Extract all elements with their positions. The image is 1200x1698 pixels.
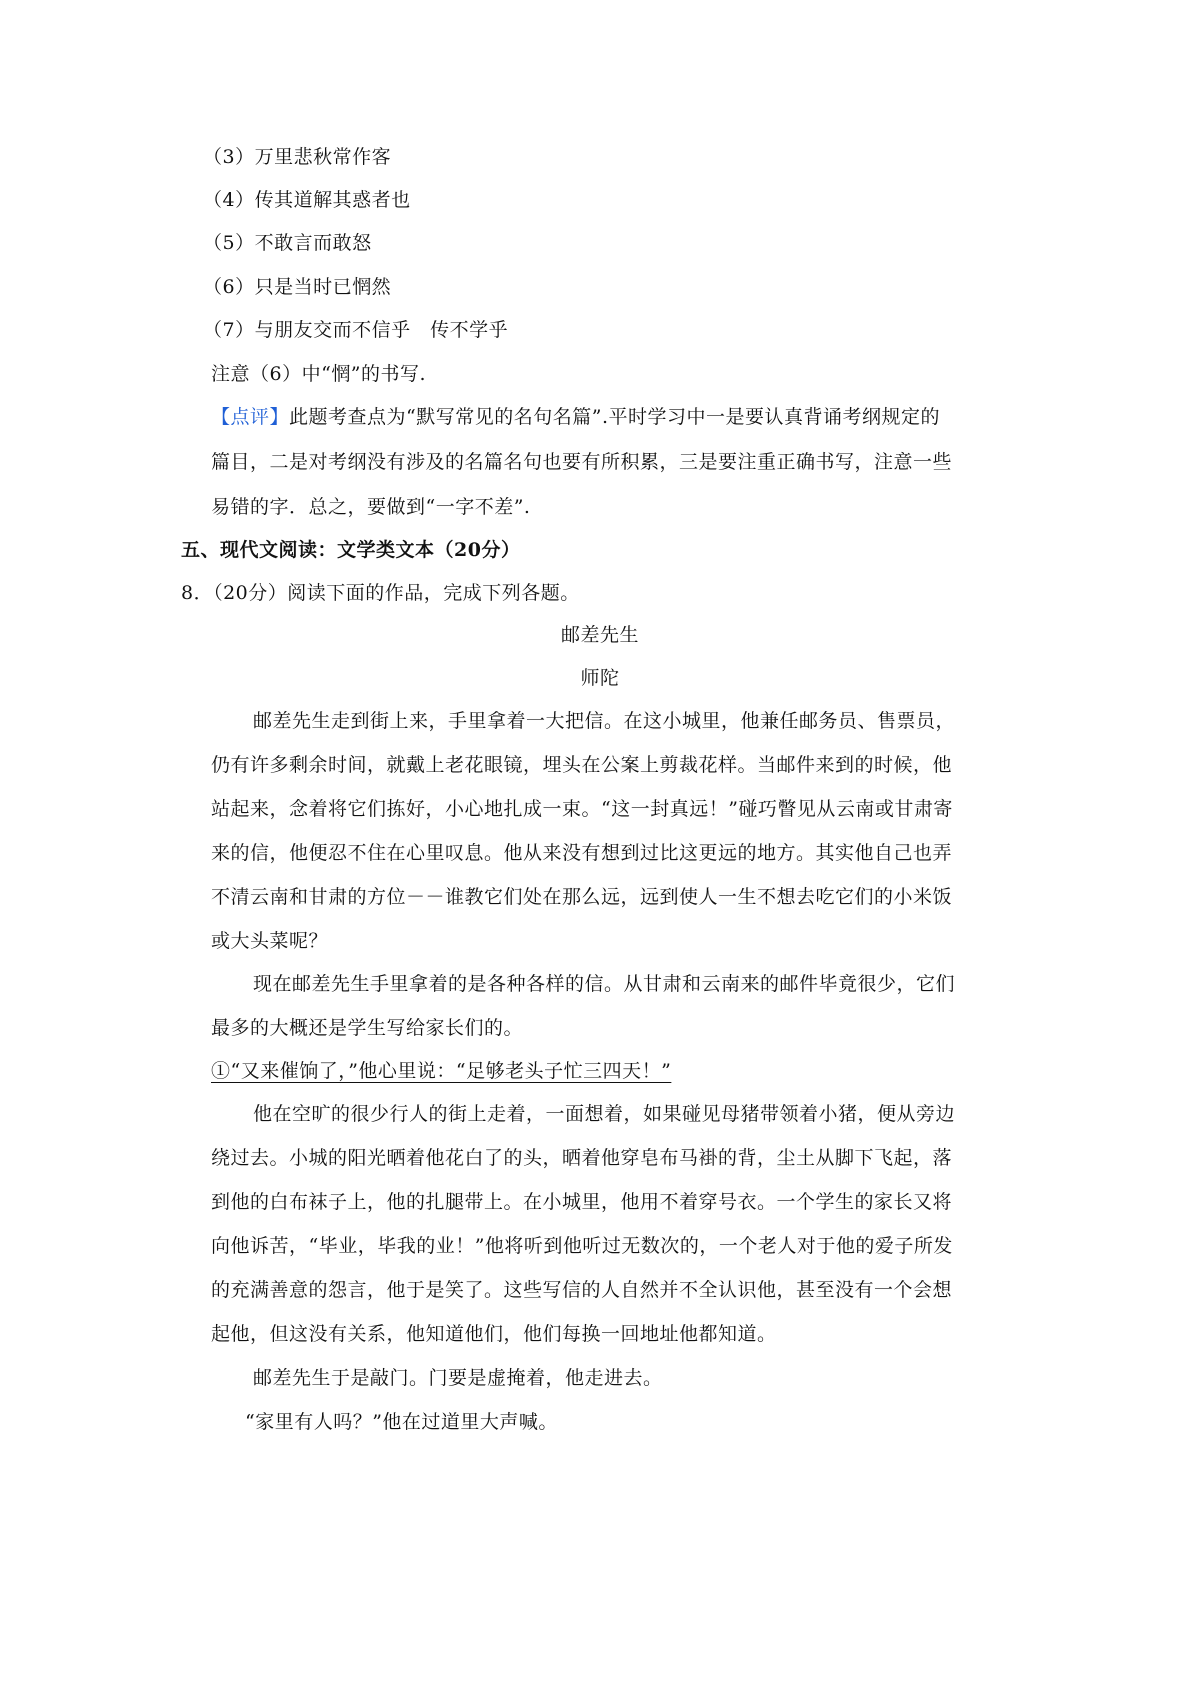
answer-6: （6）只是当时已惘然 <box>203 276 392 298</box>
story-paragraph-1-line-6: 或大头菜呢？ <box>211 930 329 952</box>
comment-line-3: 易错的字．总之，要做到“一字不差”. <box>211 496 531 518</box>
story-paragraph-1-line-4: 来的信，他便忍不住在心里叹息。他从来没有想到过比这更远的地方。其实他自己也弄 <box>211 842 953 864</box>
answer-7: （7）与朋友交而不信乎 传不学乎 <box>203 319 509 341</box>
story-paragraph-6: “家里有人吗？”他在过道里大声喊。 <box>245 1411 558 1433</box>
comment-line-1 <box>211 404 940 430</box>
answer-5: （5）不敢言而敢怒 <box>203 232 372 254</box>
answer-4: （4）传其道解其惑者也 <box>203 189 411 211</box>
section-heading: 五、现代文阅读：文学类文本（20分） <box>181 539 521 561</box>
story-paragraph-4-line-1: 他在空旷的很少行人的街上走着，一面想着，如果碰见母猪带领着小猪，便从旁边 <box>253 1103 956 1125</box>
story-paragraph-5: 邮差先生于是敲门。门要是虚掩着，他走进去。 <box>253 1367 663 1389</box>
story-paragraph-1-line-5: 不清云南和甘肃的方位－－谁教它们处在那么远，远到使人一生不想去吃它们的小米饭 <box>211 886 953 908</box>
story-paragraph-4-line-5: 的充满善意的怨言，他于是笑了。这些写信的人自然并不全认识他，甚至没有一个会想 <box>211 1279 953 1301</box>
answer-3: （3）万里悲秋常作客 <box>203 146 392 168</box>
question-prompt: 8．（20分）阅读下面的作品，完成下列各题。 <box>181 582 580 604</box>
story-paragraph-1-line-2: 仍有许多剩余时间，就戴上老花眼镜，埋头在公案上剪裁花样。当邮件来到的时候，他 <box>211 754 953 776</box>
story-paragraph-4-line-6: 起他，但这没有关系，他知道他们，他们每换一回地址他都知道。 <box>211 1323 777 1345</box>
story-author: 师陀 <box>580 667 620 689</box>
story-paragraph-4-line-2: 绕过去。小城的阳光晒着他花白了的头，晒着他穿皂布马褂的背，尘土从脚下飞起，落 <box>211 1147 953 1169</box>
answer-note: 注意（6）中“惘”的书写. <box>211 363 427 385</box>
comment-text-1: 此题考查点为“默写常见的名句名篇”.平时学习中一是要认真背诵考纲规定的 <box>289 406 940 428</box>
comment-line-2: 篇目，二是对考纲没有涉及的名篇名句也要有所积累，三是要注重正确书写，注意一些 <box>211 451 953 473</box>
story-paragraph-4-line-3: 到他的白布袜子上，他的扎腿带上。在小城里，他用不着穿号衣。一个学生的家长又将 <box>211 1191 953 1213</box>
story-paragraph-1-line-3: 站起来，念着将它们拣好，小心地扎成一束。“这一封真远！”碰巧瞥见从云南或甘肃寄 <box>211 798 953 820</box>
story-paragraph-2-line-2: 最多的大概还是学生写给家长们的。 <box>211 1017 524 1039</box>
story-paragraph-2-line-1: 现在邮差先生手里拿着的是各种各样的信。从甘肃和云南来的邮件毕竟很少，它们 <box>253 973 956 995</box>
story-paragraph-1-line-1: 邮差先生走到街上来，手里拿着一大把信。在这小城里，他兼任邮务员、售票员， <box>253 710 956 732</box>
story-marked-sentence-1: ①“又来催饷了，”他心里说：“足够老头子忙三四天！” <box>211 1060 672 1082</box>
comment-tag: 【点评】 <box>211 406 290 428</box>
story-title: 邮差先生 <box>560 624 639 646</box>
story-paragraph-4-line-4: 向他诉苦，“毕业，毕我的业！”他将听到他听过无数次的，一个老人对于他的爱子所发 <box>211 1235 953 1257</box>
